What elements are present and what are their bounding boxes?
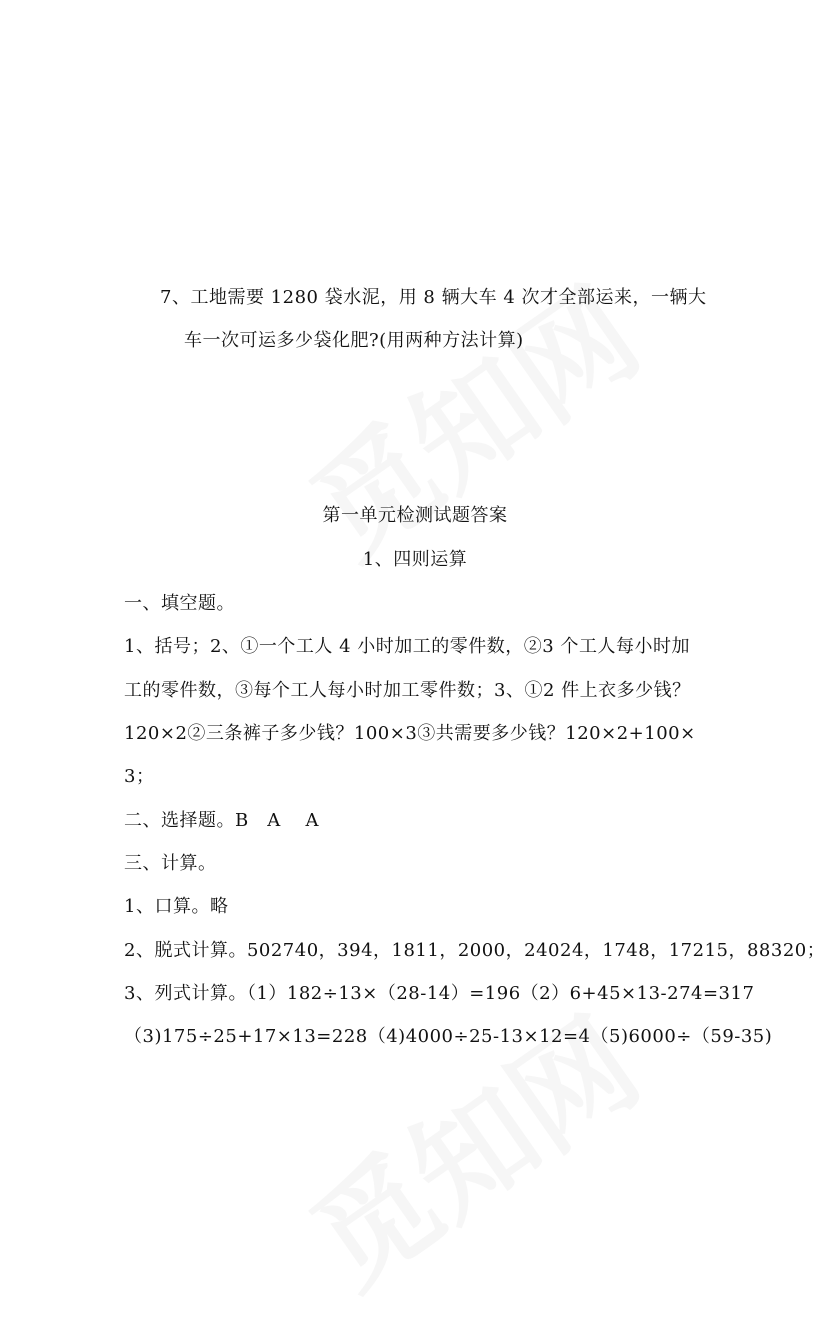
item-2-stepwise-calculation: 2、脱式计算。502740，394，1811，2000，24024，1748，17215，88320；	[124, 940, 826, 961]
section-1-line: 3；	[124, 766, 155, 787]
section-1-line: 120×2②三条裤子多少钱？100×3③共需要多少钱？120×2+100×	[124, 723, 696, 744]
section-2-choice-answers: 二、选择题。B A A	[124, 810, 319, 831]
answers-subtitle: 1、四则运算	[362, 549, 468, 570]
answers-title: 第一单元检测试题答案	[322, 505, 508, 526]
item-3-equation-line-1: 3、列式计算。（1）182÷13×（28-14）=196（2）6+45×13-274=317	[124, 983, 755, 1004]
section-1-heading: 一、填空题。	[124, 593, 235, 614]
section-3-heading: 三、计算。	[124, 853, 217, 874]
section-1-line: 1、括号；2、①一个工人 4 小时加工的零件数，②3 个工人每小时加	[124, 636, 690, 657]
item-3-equation-line-2: （3)175÷25+17×13=228（4)4000÷25-13×12=4（5)6000÷（59-35)	[124, 1026, 773, 1047]
question-7-line-1: 7、工地需要 1280 袋水泥，用 8 辆大车 4 次才全部运来，一辆大	[160, 287, 707, 308]
section-1-line: 工的零件数，③每个工人每小时加工零件数；3、①2 件上衣多少钱？	[124, 680, 691, 701]
item-1-oral-calculation: 1、口算。略	[124, 896, 229, 917]
question-7-line-2: 车一次可运多少袋化肥?(用两种方法计算)	[184, 330, 524, 351]
